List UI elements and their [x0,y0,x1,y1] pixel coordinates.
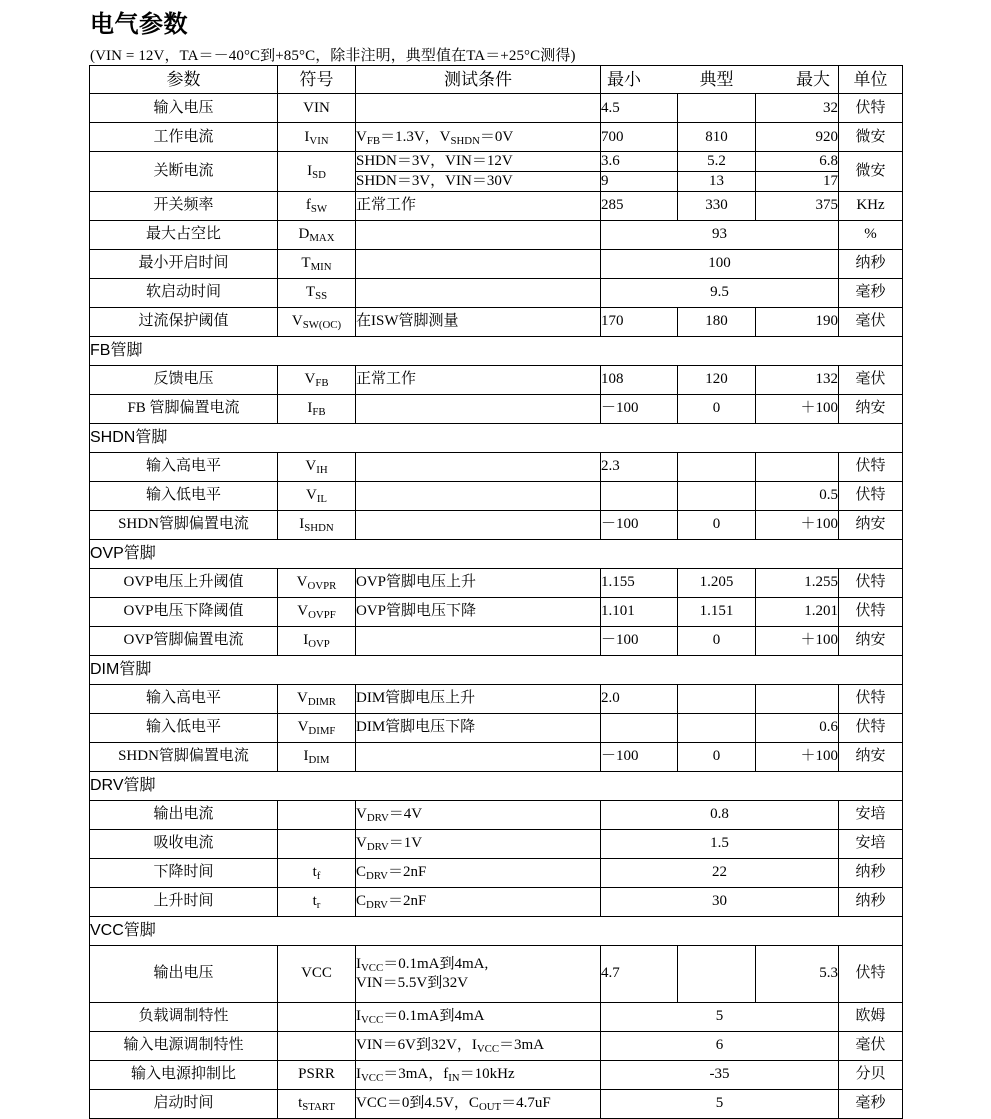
table-row [90,684,903,713]
cell-typ: 5.2 [678,152,756,172]
cell-symbol: $I_{VIN}$ [278,123,356,152]
cell-typ: 330 [678,191,756,220]
cell-parameter: FB 管脚偏置电流 [90,394,278,423]
cell-condition: 正常工作 [356,365,601,394]
cell-unit: 微安 [839,152,903,192]
cell-min: 1.155 [601,568,678,597]
table-row [90,597,903,626]
cell-unit: 伏特 [839,945,903,1002]
cell-typ: 30 [601,887,839,916]
table-row [90,152,903,172]
cell-typ: 13 [678,171,756,191]
cell-typ: 1.5 [601,829,839,858]
cell-unit: 安培 [839,800,903,829]
cell-parameter: SHDN管脚偏置电流 [90,742,278,771]
cell-condition: SHDN＝3V，VIN＝30V [356,171,601,191]
cell-parameter: 负载调制特性 [90,1002,278,1031]
cell-symbol: VCC [278,945,356,1002]
table-row [90,858,903,887]
cell-parameter: 吸收电流 [90,829,278,858]
section-header-row [90,916,903,945]
cell-min: 2.3 [601,452,678,481]
cell-condition [356,94,601,123]
cell-typ: 5 [601,1089,839,1118]
cell-unit: 伏特 [839,481,903,510]
cell-parameter: 工作电流 [90,123,278,152]
section-header-row [90,423,903,452]
cell-typ [678,684,756,713]
cell-condition [356,394,601,423]
table-row [90,626,903,655]
table-row [90,278,903,307]
cell-unit: 纳安 [839,510,903,539]
cell-max: 0.5 [756,481,839,510]
cell-condition: $V_{DRV}=4V$ [356,800,601,829]
cell-min: －100 [601,510,678,539]
cell-typ: 0 [678,394,756,423]
cell-max: 6.8 [756,152,839,172]
section-title: DIM管脚 [90,655,903,684]
section-header-row [90,336,903,365]
section-header-row [90,771,903,800]
cell-condition: VIN＝6V到32V，$I_{VCC}=3mA$ [356,1031,601,1060]
cell-min: －100 [601,394,678,423]
page-title: 电气参数 [90,11,188,38]
table-row [90,220,903,249]
cell-min: 1.101 [601,597,678,626]
cell-typ: 22 [601,858,839,887]
cell-unit: % [839,220,903,249]
cell-min [601,713,678,742]
cell-condition: 正常工作 [356,191,601,220]
cell-parameter: 输入电压 [90,94,278,123]
section-title: OVP管脚 [90,539,903,568]
cell-max: ＋100 [756,626,839,655]
cell-condition [356,452,601,481]
section-title: FB管脚 [90,336,903,365]
cell-condition: SHDN＝3V，VIN＝12V [356,152,601,172]
cell-typ: 0 [678,626,756,655]
cell-condition [356,626,601,655]
cell-max [756,684,839,713]
cell-parameter: 反馈电压 [90,365,278,394]
cell-condition: OVP管脚电压上升 [356,568,601,597]
cell-typ: 180 [678,307,756,336]
cell-symbol: $V_{OVPF}$ [278,597,356,626]
cell-max: 920 [756,123,839,152]
table-row [90,1089,903,1118]
cell-typ: -35 [601,1060,839,1089]
cell-min: 9 [601,171,678,191]
cell-condition: $I_{VCC}=3mA$，$f_{IN}=10kHz$ [356,1060,601,1089]
cell-unit: 伏特 [839,713,903,742]
cell-symbol: $V_{SW(OC)}$ [278,307,356,336]
cell-unit: 毫伏 [839,1031,903,1060]
col-header-condition: 测试条件 [356,66,601,94]
cell-symbol [278,800,356,829]
cell-unit: 伏特 [839,94,903,123]
cell-condition [356,510,601,539]
cell-max: 32 [756,94,839,123]
table-row [90,307,903,336]
table-row [90,1060,903,1089]
cell-min: 285 [601,191,678,220]
cell-max: ＋100 [756,510,839,539]
cell-min: 108 [601,365,678,394]
cell-symbol: $I_{DIM}$ [278,742,356,771]
cell-condition [356,278,601,307]
cell-parameter: 输入高电平 [90,684,278,713]
cell-symbol: $V_{FB}$ [278,365,356,394]
cell-unit: 纳安 [839,394,903,423]
cell-condition: $C_{DRV}=2nF$ [356,887,601,916]
cell-parameter: 上升时间 [90,887,278,916]
cell-condition [356,742,601,771]
section-title: DRV管脚 [90,771,903,800]
cell-min: 4.5 [601,94,678,123]
cell-typ [678,94,756,123]
table-row [90,249,903,278]
cell-parameter: 输入电源调制特性 [90,1031,278,1060]
cell-condition: $V_{DRV}=1V$ [356,829,601,858]
cell-typ: 120 [678,365,756,394]
cell-condition: $I_{VCC}=0.1mA$到4mA, VIN＝5.5V到32V [356,945,601,1002]
cell-symbol: $V_{OVPR}$ [278,568,356,597]
col-header-unit: 单位 [839,66,903,94]
col-header-typ: 典型 [678,66,756,94]
cell-unit: 欧姆 [839,1002,903,1031]
table-row [90,365,903,394]
cell-max: 132 [756,365,839,394]
cell-parameter: 输入电源抑制比 [90,1060,278,1089]
cell-max: 1.255 [756,568,839,597]
cell-condition [356,220,601,249]
cell-symbol: $f_{SW}$ [278,191,356,220]
cell-max: 0.6 [756,713,839,742]
table-row [90,829,903,858]
cell-condition: OVP管脚电压下降 [356,597,601,626]
cell-unit: 伏特 [839,597,903,626]
cell-max: 190 [756,307,839,336]
cell-condition: DIM管脚电压下降 [356,713,601,742]
cell-parameter: 最大占空比 [90,220,278,249]
cell-symbol [278,1031,356,1060]
cell-unit: 安培 [839,829,903,858]
table-row [90,481,903,510]
cell-typ: 1.151 [678,597,756,626]
cell-min: 170 [601,307,678,336]
cell-symbol: $V_{DIMF}$ [278,713,356,742]
table-header-row [90,66,903,94]
table-body [90,94,903,1119]
cell-symbol: $I_{FB}$ [278,394,356,423]
cell-condition: VCC＝0到4.5V，$C_{OUT}=4.7uF$ [356,1089,601,1118]
cell-typ: 6 [601,1031,839,1060]
cell-min: 3.6 [601,152,678,172]
cell-condition: $C_{DRV}=2nF$ [356,858,601,887]
cell-condition [356,481,601,510]
cell-unit: 纳秒 [839,249,903,278]
cell-parameter: 开关频率 [90,191,278,220]
table-row [90,191,903,220]
cell-typ [678,713,756,742]
cell-parameter: 输出电压 [90,945,278,1002]
cell-min: 4.7 [601,945,678,1002]
table-row [90,945,903,1002]
cell-parameter: 启动时间 [90,1089,278,1118]
cell-typ: 9.5 [601,278,839,307]
cell-typ [678,481,756,510]
cell-unit: 毫秒 [839,278,903,307]
cell-symbol: $V_{IH}$ [278,452,356,481]
cell-max: 1.201 [756,597,839,626]
cell-max: 5.3 [756,945,839,1002]
cell-parameter: 输入低电平 [90,713,278,742]
cell-parameter: OVP电压下降阈值 [90,597,278,626]
cell-unit: 纳秒 [839,887,903,916]
cell-symbol: $I_{SHDN}$ [278,510,356,539]
table-row [90,568,903,597]
cell-typ: 0 [678,742,756,771]
cell-typ [678,945,756,1002]
cell-parameter: 软启动时间 [90,278,278,307]
cell-parameter: 下降时间 [90,858,278,887]
table-row [90,742,903,771]
cell-min: －100 [601,742,678,771]
cell-symbol [278,829,356,858]
cell-condition: DIM管脚电压上升 [356,684,601,713]
cell-symbol [278,1002,356,1031]
cell-typ: 0.8 [601,800,839,829]
cell-parameter: 过流保护阈值 [90,307,278,336]
cell-max [756,452,839,481]
cell-unit: 毫伏 [839,365,903,394]
table-row [90,1002,903,1031]
table-row [90,713,903,742]
cell-parameter: OVP管脚偏置电流 [90,626,278,655]
cell-unit: 分贝 [839,1060,903,1089]
table-row [90,510,903,539]
table-row [90,394,903,423]
cell-parameter: 最小开启时间 [90,249,278,278]
cell-condition: $V_{FB}=1.3V$，$V_{SHDN}=0V$ [356,123,601,152]
cell-min: 2.0 [601,684,678,713]
cell-typ: 810 [678,123,756,152]
cell-condition [356,249,601,278]
cell-max: ＋100 [756,742,839,771]
table-row [90,94,903,123]
cell-symbol: $t_r$ [278,887,356,916]
cell-unit: 纳安 [839,742,903,771]
cell-symbol: $V_{IL}$ [278,481,356,510]
cell-condition: 在ISW管脚测量 [356,307,601,336]
cell-typ: 100 [601,249,839,278]
cell-symbol: $t_{START}$ [278,1089,356,1118]
cell-symbol: $T_{MIN}$ [278,249,356,278]
cell-symbol: $D_{MAX}$ [278,220,356,249]
cell-unit: 伏特 [839,452,903,481]
cell-typ: 5 [601,1002,839,1031]
cell-typ: 93 [601,220,839,249]
cell-symbol: $t_f$ [278,858,356,887]
cell-max: 375 [756,191,839,220]
table-row [90,800,903,829]
table-row [90,1031,903,1060]
cell-symbol: $T_{SS}$ [278,278,356,307]
cell-unit: 伏特 [839,684,903,713]
cell-unit: 伏特 [839,568,903,597]
section-title: VCC管脚 [90,916,903,945]
col-header-min: 最小 [601,66,678,94]
cell-unit: 纳安 [839,626,903,655]
cell-unit: 毫伏 [839,307,903,336]
cell-symbol: $I_{SD}$ [278,152,356,192]
cell-typ [678,452,756,481]
cell-parameter: SHDN管脚偏置电流 [90,510,278,539]
cell-unit: KHz [839,191,903,220]
cell-min: 700 [601,123,678,152]
cell-typ: 1.205 [678,568,756,597]
cell-max: ＋100 [756,394,839,423]
cell-symbol: $V_{DIMR}$ [278,684,356,713]
col-header-parameter: 参数 [90,66,278,94]
cell-condition: $I_{VCC}=0.1mA$到4mA [356,1002,601,1031]
cell-symbol: VIN [278,94,356,123]
cell-typ: 0 [678,510,756,539]
electrical-characteristics-table [89,65,903,1119]
table-row [90,887,903,916]
col-header-symbol: 符号 [278,66,356,94]
cell-max: 17 [756,171,839,191]
cell-parameter: 输入高电平 [90,452,278,481]
cell-symbol: $I_{OVP}$ [278,626,356,655]
cell-unit: 纳秒 [839,858,903,887]
cell-parameter: 关断电流 [90,152,278,192]
cell-min: －100 [601,626,678,655]
cell-unit: 微安 [839,123,903,152]
table-row [90,452,903,481]
test-conditions-note: (VIN = 12V，TA＝－40°C到+85°C，除非注明，典型值在TA＝+25°C测得) [90,48,576,64]
cell-min [601,481,678,510]
cell-unit: 毫秒 [839,1089,903,1118]
col-header-max: 最大 [756,66,839,94]
section-header-row [90,539,903,568]
section-header-row [90,655,903,684]
section-title: SHDN管脚 [90,423,903,452]
cell-parameter: 输出电流 [90,800,278,829]
cell-symbol: PSRR [278,1060,356,1089]
cell-parameter: OVP电压上升阈值 [90,568,278,597]
table-row [90,123,903,152]
cell-parameter: 输入低电平 [90,481,278,510]
